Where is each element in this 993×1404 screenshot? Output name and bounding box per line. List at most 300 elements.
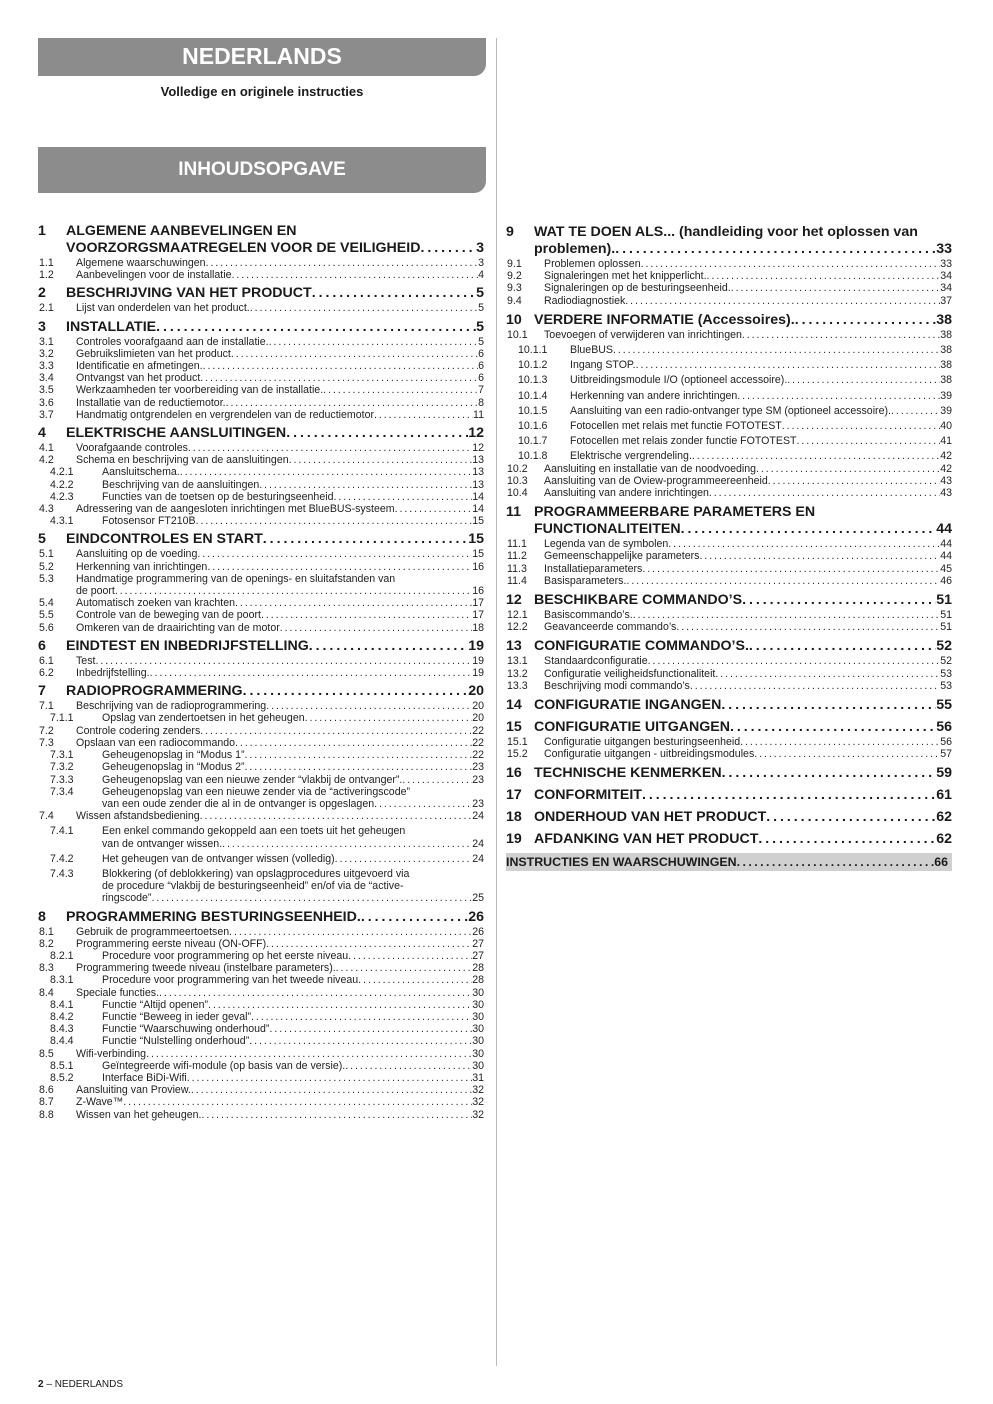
subsection-number: 3.1 bbox=[39, 335, 54, 348]
chapter-row bbox=[66, 531, 484, 548]
instructions-row[interactable] bbox=[506, 853, 952, 871]
chapter-title: CONFIGURATIE UITGANGEN bbox=[534, 719, 730, 736]
toc-subsection-entry[interactable] bbox=[38, 491, 484, 503]
toc-subsection-entry[interactable] bbox=[38, 348, 484, 360]
toc-subsection-entry[interactable] bbox=[38, 938, 484, 950]
toc-subsection-entry[interactable] bbox=[38, 561, 484, 573]
toc-subsection-entry[interactable] bbox=[38, 454, 484, 466]
toc-subsection-entry[interactable] bbox=[38, 609, 484, 621]
subsection-body bbox=[76, 384, 484, 396]
subsection-number: 15.1 bbox=[507, 736, 528, 749]
subsection-number: 8.4.2 bbox=[50, 1010, 74, 1023]
toc-subsection-entry[interactable] bbox=[38, 987, 484, 999]
toc-subsection-entry[interactable] bbox=[38, 269, 484, 281]
toc-chapter-entry[interactable] bbox=[38, 425, 484, 442]
dot-leader bbox=[676, 621, 940, 633]
toc-subsection-entry[interactable] bbox=[38, 786, 484, 810]
toc-subsection-entry[interactable] bbox=[506, 748, 952, 760]
toc-subsection-entry[interactable] bbox=[38, 573, 484, 597]
toc-subsection-entry[interactable] bbox=[506, 359, 952, 371]
chapter-title-line: WAT TE DOEN ALS... (handleiding voor het oplossen van bbox=[534, 224, 918, 240]
chapter-body bbox=[66, 531, 484, 548]
toc-subsection-entry[interactable] bbox=[38, 397, 484, 409]
subsection-row bbox=[76, 987, 484, 999]
page-number: 5 bbox=[478, 335, 484, 348]
subsection-title: Configuratie uitgangen - uitbreidingsmodules bbox=[544, 748, 755, 761]
dot-leader bbox=[699, 550, 940, 562]
subsection-title: Wissen van het geheugen. bbox=[76, 1108, 202, 1121]
toc-subsection-entry[interactable] bbox=[38, 700, 484, 712]
chapter-body bbox=[534, 224, 952, 258]
page-number: 34 bbox=[940, 282, 952, 295]
toc-subsection-entry[interactable] bbox=[38, 737, 484, 749]
subsection-number: 7.1.1 bbox=[50, 712, 74, 725]
subsection-number: 13.3 bbox=[507, 679, 528, 692]
subsection-title: Voorafgaande controles bbox=[76, 442, 188, 455]
toc-subsection-entry[interactable] bbox=[38, 774, 484, 786]
subsection-number: 9.4 bbox=[507, 294, 522, 307]
subsection-number: 4.2.2 bbox=[50, 478, 74, 491]
toc-subsection-entry[interactable] bbox=[38, 622, 484, 634]
subsection-number: 10.2 bbox=[507, 462, 528, 475]
page-number: 11 bbox=[473, 408, 484, 421]
subsection-title: Opslaan van een radiocommando bbox=[76, 736, 236, 749]
page-number: 38 bbox=[940, 374, 952, 387]
toc-subsection-entry[interactable] bbox=[506, 435, 952, 447]
page-number: 20 bbox=[468, 683, 484, 700]
page-number: 42 bbox=[940, 462, 952, 475]
subsection-body bbox=[76, 302, 484, 314]
dot-leader bbox=[151, 892, 472, 904]
chapter-number: 18 bbox=[506, 809, 522, 826]
column-divider bbox=[496, 38, 497, 1366]
page-number: 61 bbox=[936, 787, 952, 804]
subsection-body bbox=[76, 372, 484, 384]
dot-leader bbox=[768, 475, 940, 487]
toc-left-column bbox=[38, 219, 484, 1121]
subsection-title: Signaleringen met het knipperlicht. bbox=[544, 270, 707, 283]
subsection-number: 10.1.1 bbox=[518, 344, 548, 357]
chapter-body bbox=[534, 504, 952, 538]
dot-leader bbox=[615, 241, 936, 258]
page-number: 30 bbox=[472, 1035, 484, 1048]
toc-chapter-entry[interactable] bbox=[38, 285, 484, 302]
toc-chapter-entry[interactable] bbox=[506, 312, 952, 329]
subsection-number: 10.1.7 bbox=[518, 435, 548, 448]
subsection-row bbox=[570, 359, 952, 371]
page-number: 52 bbox=[936, 638, 952, 655]
dot-leader bbox=[187, 1072, 472, 1084]
toc-subsection-entry[interactable] bbox=[38, 667, 484, 679]
chapter-row bbox=[66, 425, 484, 442]
subsection-row bbox=[544, 329, 952, 341]
subsection-title: Functie “Waarschuwing onderhoud” bbox=[102, 1023, 270, 1036]
page-number: 43 bbox=[940, 474, 952, 487]
toc-subsection-entry[interactable] bbox=[38, 999, 484, 1011]
dot-leader bbox=[737, 853, 935, 871]
toc-chapter-entry[interactable] bbox=[38, 683, 484, 700]
toc-subsection-entry[interactable] bbox=[38, 384, 484, 396]
chapter-row bbox=[534, 312, 952, 329]
toc-subsection-entry[interactable] bbox=[506, 374, 952, 386]
chapter-title: RADIOPROGRAMMERING bbox=[66, 683, 243, 700]
dot-leader bbox=[159, 987, 472, 999]
subsection-body bbox=[76, 926, 484, 938]
chapter-number: 14 bbox=[506, 697, 522, 714]
page-number: 6 bbox=[478, 360, 484, 373]
toc-subsection-entry[interactable] bbox=[506, 450, 952, 462]
subsection-row bbox=[544, 621, 952, 633]
subsection-number: 4.2 bbox=[39, 454, 54, 467]
subsection-row bbox=[544, 563, 952, 575]
chapter-row bbox=[66, 638, 484, 655]
subsection-row bbox=[76, 622, 484, 634]
subsection-title: Gebruikslimieten van het product bbox=[76, 347, 231, 360]
toc-subsection-entry[interactable] bbox=[38, 712, 484, 724]
chapter-title: BESCHRIJVING VAN HET PRODUCT bbox=[66, 285, 312, 302]
toc-subsection-entry[interactable] bbox=[38, 1060, 484, 1072]
toc-chapter-entry[interactable] bbox=[506, 697, 952, 714]
toc-subsection-entry[interactable] bbox=[38, 515, 484, 527]
toc-chapter-entry[interactable] bbox=[38, 531, 484, 548]
subsection-body bbox=[544, 609, 952, 621]
toc-subsection-entry[interactable] bbox=[506, 621, 952, 633]
toc-subsection-entry[interactable] bbox=[506, 405, 952, 417]
page-number: 66 bbox=[934, 855, 948, 870]
toc-chapter-entry[interactable] bbox=[506, 831, 952, 848]
page-number: 23 bbox=[472, 773, 484, 786]
toc-subsection-entry[interactable] bbox=[506, 563, 952, 575]
subsection-title-line: Handmatige programmering van de openings- en sluitafstanden van bbox=[76, 572, 396, 585]
toc-subsection-entry[interactable] bbox=[506, 258, 952, 270]
toc-subsection-entry[interactable] bbox=[506, 329, 952, 341]
subsection-title: Procedure voor programmering van het tweede niveau bbox=[102, 974, 359, 987]
dot-leader bbox=[740, 736, 940, 748]
page-number: 5 bbox=[476, 318, 484, 335]
page-number: 44 bbox=[940, 550, 952, 563]
subsection-body bbox=[76, 622, 484, 634]
subsection-body bbox=[102, 950, 484, 962]
page-number: 5 bbox=[476, 285, 484, 302]
toc-subsection-entry[interactable] bbox=[506, 463, 952, 475]
toc-subsection-entry[interactable] bbox=[38, 336, 484, 348]
toc-subsection-entry[interactable] bbox=[38, 725, 484, 737]
page-number: 38 bbox=[940, 344, 952, 357]
toc-subsection-entry[interactable] bbox=[506, 736, 952, 748]
subsection-body bbox=[76, 561, 484, 573]
dot-leader bbox=[358, 974, 472, 986]
subsection-row bbox=[570, 405, 952, 417]
toc-subsection-entry[interactable] bbox=[38, 810, 484, 822]
subsection-body bbox=[102, 515, 484, 527]
chapter-number: 12 bbox=[506, 592, 522, 609]
subsection-title: Z-Wave™ bbox=[76, 1096, 124, 1109]
subsection-body bbox=[76, 700, 484, 712]
toc-chapter-entry[interactable] bbox=[38, 909, 484, 926]
toc-subsection-entry[interactable] bbox=[38, 360, 484, 372]
toc-subsection-entry[interactable] bbox=[38, 1035, 484, 1047]
subsection-title-line: Een enkel commando gekoppeld aan een toets uit het geheugen bbox=[102, 825, 406, 838]
toc-subsection-entry[interactable] bbox=[38, 466, 484, 478]
subsection-body bbox=[544, 736, 952, 748]
toc-subsection-entry[interactable] bbox=[506, 668, 952, 680]
subsection-row bbox=[76, 926, 484, 938]
toc-subsection-entry[interactable] bbox=[38, 1011, 484, 1023]
toc-chapter-entry[interactable] bbox=[506, 809, 952, 826]
subsection-row bbox=[76, 609, 484, 621]
toc-subsection-entry[interactable] bbox=[38, 1072, 484, 1084]
page-number: 37 bbox=[940, 294, 952, 307]
toc-chapter-entry[interactable] bbox=[506, 592, 952, 609]
toc-subsection-entry[interactable] bbox=[38, 761, 484, 773]
page-number: 55 bbox=[936, 697, 952, 714]
toc-subsection-entry[interactable] bbox=[38, 503, 484, 515]
chapter-row bbox=[534, 719, 952, 736]
chapter-title: BESCHIKBARE COMMANDO’S bbox=[534, 592, 743, 609]
subsection-row bbox=[544, 295, 952, 307]
toc-subsection-entry[interactable] bbox=[38, 749, 484, 761]
language-banner: NEDERLANDS bbox=[38, 38, 486, 76]
toc-chapter-entry[interactable] bbox=[38, 319, 484, 336]
subsection-row bbox=[76, 725, 484, 737]
subsection-title: Radiodiagnostiek bbox=[544, 294, 626, 307]
subsection-row bbox=[76, 503, 484, 515]
chapter-row bbox=[66, 909, 484, 926]
toc-subsection-entry[interactable] bbox=[38, 974, 484, 986]
subsection-body bbox=[76, 409, 484, 421]
toc-subsection-entry[interactable] bbox=[38, 950, 484, 962]
toc-subsection-entry[interactable] bbox=[506, 475, 952, 487]
instructions-title: INSTRUCTIES EN WAARSCHUWINGEN bbox=[506, 855, 737, 870]
subsection-title: Geheugenopslag van een nieuwe zender “vlakbij de ontvanger”. bbox=[102, 773, 403, 786]
toc-subsection-entry[interactable] bbox=[506, 270, 952, 282]
toc-subsection-entry[interactable] bbox=[38, 597, 484, 609]
subsection-title: Test bbox=[76, 654, 96, 667]
subsection-title: Aansluiting van een radio-ontvanger type SM (optioneel accessoire). bbox=[570, 404, 891, 417]
dot-leader bbox=[203, 360, 478, 372]
subsection-row bbox=[102, 491, 484, 503]
toc-subsection-entry[interactable] bbox=[38, 1084, 484, 1096]
dot-leader bbox=[626, 575, 940, 587]
toc-subsection-entry[interactable] bbox=[506, 420, 952, 432]
subsection-title: Beschrijving van de aansluitingen bbox=[102, 478, 260, 491]
subsection-number: 7.3.3 bbox=[50, 773, 74, 786]
subsection-number: 10.1.5 bbox=[518, 404, 548, 417]
page-number: 25 bbox=[472, 892, 484, 905]
subsection-body bbox=[102, 825, 484, 849]
toc-subsection-entry[interactable] bbox=[38, 962, 484, 974]
toc-subsection-entry[interactable] bbox=[38, 442, 484, 454]
dot-leader bbox=[348, 950, 472, 962]
subsection-body bbox=[76, 397, 484, 409]
subsection-body bbox=[76, 257, 484, 269]
toc-subsection-entry[interactable] bbox=[506, 487, 952, 499]
subsection-title: Herkenning van andere inrichtingen bbox=[570, 389, 738, 402]
subsection-body bbox=[570, 420, 952, 432]
subsection-row bbox=[570, 435, 952, 447]
toc-subsection-entry[interactable] bbox=[38, 1023, 484, 1035]
subsection-title: Aansluiting van de Oview-programmeereenheid bbox=[544, 474, 768, 487]
chapter-number: 5 bbox=[38, 531, 46, 548]
toc-subsection-entry[interactable] bbox=[38, 926, 484, 938]
subsection-title: Het geheugen van de ontvanger wissen (volledig) bbox=[102, 852, 335, 865]
subsection-body bbox=[102, 466, 484, 478]
subsection-row bbox=[102, 774, 484, 786]
subsection-title: Elektrische vergrendeling. bbox=[570, 450, 692, 463]
toc-subsection-entry[interactable] bbox=[38, 1096, 484, 1108]
subsection-body bbox=[102, 999, 484, 1011]
chapter-body bbox=[66, 285, 484, 302]
toc-chapter-entry[interactable] bbox=[506, 224, 952, 258]
subsection-row bbox=[102, 798, 484, 810]
chapter-title: FUNCTIONALITEITEN bbox=[534, 521, 681, 538]
subsection-row bbox=[76, 409, 484, 421]
page-number: 56 bbox=[940, 736, 952, 749]
toc-subsection-entry[interactable] bbox=[506, 344, 952, 356]
dot-leader bbox=[305, 712, 473, 724]
subsection-title: Inbedrijfstelling. bbox=[76, 667, 150, 680]
subsection-number: 8.4.1 bbox=[50, 998, 74, 1011]
toc-subsection-entry[interactable] bbox=[38, 372, 484, 384]
toc-subsection-entry[interactable] bbox=[506, 680, 952, 692]
toc-subsection-entry[interactable] bbox=[38, 257, 484, 269]
toc-subsection-entry[interactable] bbox=[38, 302, 484, 314]
toc-subsection-entry[interactable] bbox=[38, 868, 484, 905]
toc-subsection-entry[interactable] bbox=[506, 575, 952, 587]
toc-chapter-entry[interactable] bbox=[506, 638, 952, 655]
chapter-body bbox=[66, 425, 484, 442]
chapter-body bbox=[534, 809, 952, 826]
page-number: 27 bbox=[472, 949, 484, 962]
page-number: 46 bbox=[940, 574, 952, 587]
subsection-body bbox=[544, 563, 952, 575]
toc-subsection-entry[interactable] bbox=[506, 550, 952, 562]
page-number: 23 bbox=[472, 797, 484, 810]
page-number: 17 bbox=[472, 597, 484, 610]
toc-subsection-entry[interactable] bbox=[38, 1048, 484, 1060]
subsection-body bbox=[570, 390, 952, 402]
subsection-body bbox=[544, 621, 952, 633]
subsection-number: 4.3 bbox=[39, 503, 54, 516]
toc-chapter-entry[interactable] bbox=[506, 719, 952, 736]
dot-leader bbox=[642, 787, 936, 804]
chapter-row bbox=[534, 592, 952, 609]
toc-subsection-entry[interactable] bbox=[38, 655, 484, 667]
chapter-row bbox=[534, 787, 952, 804]
page-number: 44 bbox=[940, 538, 952, 551]
toc-subsection-entry[interactable] bbox=[506, 538, 952, 550]
toc-subsection-entry[interactable] bbox=[506, 295, 952, 307]
page-number: 28 bbox=[472, 962, 484, 975]
toc-subsection-entry[interactable] bbox=[506, 390, 952, 402]
dot-leader bbox=[648, 655, 941, 667]
subsection-body bbox=[102, 761, 484, 773]
subsection-row bbox=[76, 397, 484, 409]
subsection-number: 8.8 bbox=[39, 1108, 54, 1121]
subsection-body bbox=[76, 597, 484, 609]
toc-chapter-entry[interactable] bbox=[506, 504, 952, 538]
subsection-row bbox=[76, 454, 484, 466]
toc-subsection-entry[interactable] bbox=[38, 409, 484, 421]
subsection-body bbox=[76, 737, 484, 749]
dot-leader bbox=[692, 450, 940, 462]
chapter-title: CONFORMITEIT bbox=[534, 787, 642, 804]
subsection-title: Aansluiting van andere inrichtingen bbox=[544, 487, 709, 500]
toc-subsection-entry[interactable] bbox=[38, 1109, 484, 1121]
page-number: 52 bbox=[940, 655, 952, 668]
subsection-title: Aansluiting van Proview. bbox=[76, 1084, 191, 1097]
chapter-title: problemen). bbox=[534, 241, 616, 257]
dot-leader bbox=[245, 761, 473, 773]
page-number: 3 bbox=[476, 240, 484, 256]
subsection-row bbox=[76, 1084, 484, 1096]
toc-subsection-entry[interactable] bbox=[38, 479, 484, 491]
footer-separator: – bbox=[46, 1379, 52, 1390]
dot-leader bbox=[188, 442, 472, 454]
page-number: 30 bbox=[472, 1010, 484, 1023]
dot-leader bbox=[309, 638, 468, 655]
subsection-body bbox=[570, 359, 952, 371]
page-number: 40 bbox=[940, 420, 952, 433]
page-number: 28 bbox=[472, 974, 484, 987]
chapter-number: 3 bbox=[38, 318, 46, 335]
dot-leader bbox=[749, 638, 936, 655]
toc-chapter-entry[interactable] bbox=[38, 638, 484, 655]
subsection-title: Configuratie uitgangen besturingseenheid bbox=[544, 736, 741, 749]
subsection-title: Basiscommando’s. bbox=[544, 609, 633, 622]
subsection-title: Handmatig ontgrendelen en vergrendelen van de reductiemotor bbox=[76, 408, 374, 421]
toc-subsection-entry[interactable] bbox=[38, 548, 484, 560]
subsection-body bbox=[102, 749, 484, 761]
subsection-body bbox=[102, 853, 484, 865]
subsection-body bbox=[544, 258, 952, 270]
toc-title-banner: INHOUDSOPGAVE bbox=[38, 147, 486, 193]
toc-subsection-entry[interactable] bbox=[38, 853, 484, 865]
dot-leader bbox=[787, 374, 940, 386]
toc-chapter-entry[interactable] bbox=[506, 787, 952, 804]
chapter-row bbox=[66, 319, 484, 336]
toc-subsection-entry[interactable] bbox=[38, 825, 484, 849]
dot-leader bbox=[150, 667, 473, 679]
subsection-title: Algemene waarschuwingen bbox=[76, 257, 206, 269]
dot-leader bbox=[690, 680, 940, 692]
subsection-title: Identificatie en afmetingen. bbox=[76, 360, 203, 373]
dot-leader bbox=[721, 697, 936, 714]
dot-leader bbox=[196, 515, 473, 527]
toc-chapter-entry[interactable] bbox=[38, 223, 484, 257]
toc-subsection-entry[interactable] bbox=[506, 282, 952, 294]
subsection-body bbox=[544, 487, 952, 499]
toc-subsection-entry[interactable] bbox=[506, 609, 952, 621]
subsection-row bbox=[544, 748, 952, 760]
subsection-number: 8.5.1 bbox=[50, 1059, 74, 1072]
page-number: 19 bbox=[468, 637, 484, 654]
chapter-body bbox=[66, 909, 484, 926]
subsection-row bbox=[76, 737, 484, 749]
subsection-title-line: de procedure “vlakbij de besturingseenheid” en/of via de “active- bbox=[102, 880, 404, 893]
subsection-body bbox=[544, 295, 952, 307]
subsection-title: Procedure voor programmering op het eerste niveau bbox=[102, 949, 349, 962]
dot-leader bbox=[742, 592, 936, 609]
dot-leader bbox=[312, 285, 476, 302]
chapter-row bbox=[534, 638, 952, 655]
toc-subsection-entry[interactable] bbox=[506, 655, 952, 667]
dot-leader bbox=[758, 831, 936, 848]
toc-chapter-entry[interactable] bbox=[506, 765, 952, 782]
chapter-number: 9 bbox=[506, 224, 514, 240]
subsection-title: Opslag van zendertoetsen in het geheugen bbox=[102, 712, 305, 725]
page-number: 24 bbox=[472, 837, 484, 850]
